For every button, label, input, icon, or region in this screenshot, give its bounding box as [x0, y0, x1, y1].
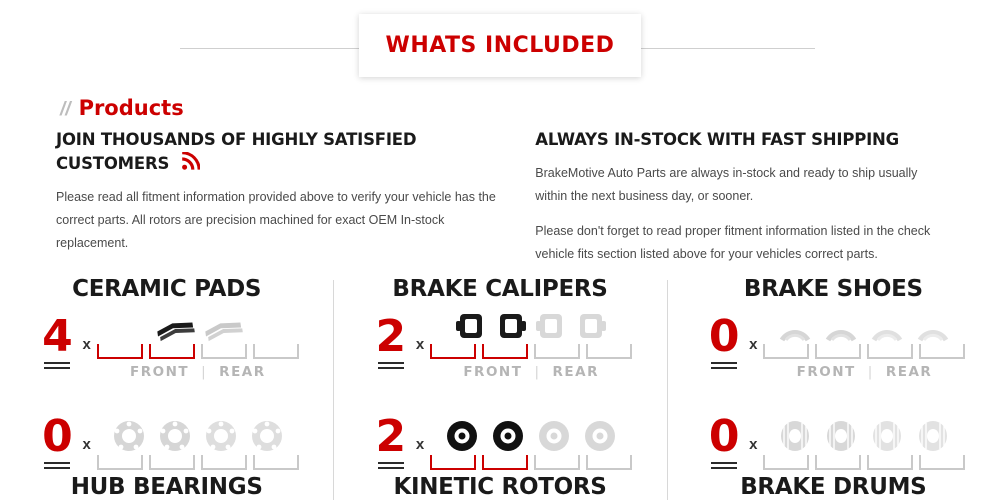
- quantity-hub-bearings: [34, 411, 80, 472]
- brake-drum-icon: [775, 419, 815, 453]
- rear-label: REAR: [219, 364, 266, 380]
- slot-brackets-kinetic-rotors: [430, 455, 632, 470]
- page-header: [0, 0, 1000, 92]
- slot-bracket-inactive: [201, 344, 247, 359]
- info-heading-left-text: JOIN THOUSANDS OF HIGHLY SATISFIED CUSTOMERS: [56, 130, 417, 173]
- slot-bracket-inactive: [763, 344, 809, 359]
- hub-bearing-icon: [155, 419, 195, 453]
- times-symbol: x: [749, 435, 758, 453]
- brake-pad-icon: [153, 316, 195, 342]
- label-separator: |: [534, 364, 541, 380]
- product-block-brake-drums: [677, 386, 990, 500]
- brake-shoe-icon: [821, 310, 861, 342]
- rear-label: REAR: [552, 364, 599, 380]
- label-separator: |: [867, 364, 874, 380]
- times-symbol: x: [82, 335, 91, 353]
- slot-bracket-active: [97, 344, 143, 359]
- info-paragraph-right-2: Please don't forget to read proper fitment information listed in the check vehicle fits section listed above for your vehicles correct parts.: [535, 224, 931, 262]
- brake-rotor-icon: [442, 419, 482, 453]
- product-block-kinetic-rotors: [343, 386, 656, 500]
- info-column-right: [535, 128, 950, 278]
- quantity-underline-icon: [44, 362, 70, 372]
- brake-drum-icon: [867, 419, 907, 453]
- quantity-value: 0: [708, 411, 740, 463]
- quantity-value: 4: [42, 311, 73, 363]
- quantity-underline-icon: [711, 362, 737, 372]
- slot-bracket-inactive: [867, 455, 913, 470]
- slot-bracket-active: [430, 455, 476, 470]
- brake-pad-icon: [201, 316, 243, 342]
- slot-bracket-inactive: [97, 455, 143, 470]
- quantity-brake-drums: [701, 411, 747, 472]
- product-title-kinetic-rotors: KINETIC ROTORS: [393, 474, 607, 500]
- slot-bracket-inactive: [586, 344, 632, 359]
- product-block-ceramic-pads: [10, 272, 323, 386]
- brake-shoe-icon: [913, 310, 953, 342]
- slot-bracket-inactive: [253, 344, 299, 359]
- info-heading-right: ALWAYS IN-STOCK WITH FAST SHIPPING: [535, 130, 899, 149]
- slots-brake-drums: [763, 419, 965, 470]
- info-column-left: [56, 128, 505, 278]
- product-block-brake-shoes: [677, 272, 990, 386]
- hub-bearing-icon: [109, 419, 149, 453]
- product-title-hub-bearings: HUB BEARINGS: [70, 474, 263, 500]
- slot-bracket-inactive: [763, 455, 809, 470]
- front-rear-label-brake-calipers: [463, 364, 599, 380]
- front-rear-label-ceramic-pads: [130, 364, 266, 380]
- product-block-hub-bearings: [10, 386, 323, 500]
- quantity-value: 2: [375, 411, 407, 463]
- slot-brackets-ceramic-pads: [97, 344, 299, 359]
- label-separator: |: [201, 364, 208, 380]
- product-column-calipers-rotors: [333, 272, 666, 500]
- product-title-brake-calipers: BRAKE CALIPERS: [392, 276, 608, 302]
- quantity-value: 2: [375, 311, 407, 363]
- info-paragraph-left-1: Please read all fitment information provided above to verify your vehicle has the correct parts. All rotors are precision machined for exact OEM In-stock replacement.: [56, 189, 496, 251]
- products-heading: [60, 96, 184, 121]
- info-heading-left: [56, 128, 505, 176]
- slot-bracket-inactive: [919, 344, 965, 359]
- slot-bracket-active: [482, 344, 528, 359]
- product-column-ceramic-hub: [0, 272, 333, 500]
- slot-brackets-brake-shoes: [763, 344, 965, 359]
- quantity-underline-icon: [711, 462, 737, 472]
- front-label: FRONT: [796, 364, 856, 380]
- brake-caliper-icon: [534, 310, 568, 342]
- quantity-value: 0: [42, 411, 73, 463]
- slot-bracket-inactive: [149, 455, 195, 470]
- slash-decoration-icon: //: [60, 99, 71, 120]
- slots-kinetic-rotors: [430, 419, 632, 470]
- slot-bracket-inactive: [586, 455, 632, 470]
- front-rear-label-brake-shoes: [797, 364, 933, 380]
- header-title-box: [359, 14, 641, 77]
- slot-bracket-inactive: [919, 455, 965, 470]
- slots-brake-calipers: [430, 308, 632, 380]
- page-title: WHATS INCLUDED: [385, 33, 615, 58]
- slot-bracket-active: [430, 344, 476, 359]
- quantity-brake-shoes: [701, 311, 747, 372]
- slot-bracket-active: [149, 344, 195, 359]
- products-heading-label: Products: [78, 96, 184, 120]
- product-grid: [0, 272, 1000, 500]
- quantity-ceramic-pads: [34, 311, 80, 372]
- brake-rotor-icon: [534, 419, 574, 453]
- times-symbol: x: [82, 435, 91, 453]
- brake-shoe-icon: [867, 310, 907, 342]
- rss-icon: [181, 152, 200, 171]
- info-columns: [56, 128, 950, 278]
- slot-bracket-active: [482, 455, 528, 470]
- quantity-brake-calipers: [368, 311, 414, 372]
- brake-caliper-icon: [454, 310, 488, 342]
- quantity-underline-icon: [44, 462, 70, 472]
- brake-rotor-icon: [488, 419, 528, 453]
- slot-bracket-inactive: [253, 455, 299, 470]
- product-title-ceramic-pads: CERAMIC PADS: [72, 276, 262, 302]
- slot-bracket-inactive: [534, 455, 580, 470]
- hub-bearing-icon: [201, 419, 241, 453]
- product-column-shoes-drums: [667, 272, 1000, 500]
- brake-drum-icon: [913, 419, 953, 453]
- rear-label: REAR: [885, 364, 933, 380]
- slot-bracket-inactive: [201, 455, 247, 470]
- brake-rotor-icon: [580, 419, 620, 453]
- slots-brake-shoes: [763, 308, 965, 380]
- slot-brackets-hub-bearings: [97, 455, 299, 470]
- times-symbol: x: [415, 335, 425, 353]
- front-label: FRONT: [130, 364, 190, 380]
- brake-caliper-icon: [574, 310, 608, 342]
- brake-shoe-icon: [775, 310, 815, 342]
- times-symbol: x: [749, 335, 758, 353]
- quantity-underline-icon: [378, 362, 404, 372]
- slots-hub-bearings: [97, 419, 299, 470]
- quantity-kinetic-rotors: [368, 411, 414, 472]
- slot-bracket-inactive: [867, 344, 913, 359]
- front-label: FRONT: [463, 364, 523, 380]
- hub-bearing-icon: [247, 419, 287, 453]
- info-paragraph-right-1: BrakeMotive Auto Parts are always in-stock and ready to ship usually within the next business day, or sooner.: [535, 165, 918, 204]
- quantity-underline-icon: [378, 462, 404, 472]
- brake-caliper-icon: [494, 310, 528, 342]
- slots-ceramic-pads: [97, 308, 299, 380]
- quantity-value: 0: [708, 311, 740, 363]
- slot-brackets-brake-calipers: [430, 344, 632, 359]
- slot-brackets-brake-drums: [763, 455, 965, 470]
- slot-bracket-inactive: [815, 344, 861, 359]
- product-block-brake-calipers: [343, 272, 656, 386]
- slot-bracket-inactive: [815, 455, 861, 470]
- product-title-brake-shoes: BRAKE SHOES: [743, 276, 923, 302]
- brake-drum-icon: [821, 419, 861, 453]
- product-title-brake-drums: BRAKE DRUMS: [740, 474, 927, 500]
- times-symbol: x: [415, 435, 425, 453]
- slot-bracket-inactive: [534, 344, 580, 359]
